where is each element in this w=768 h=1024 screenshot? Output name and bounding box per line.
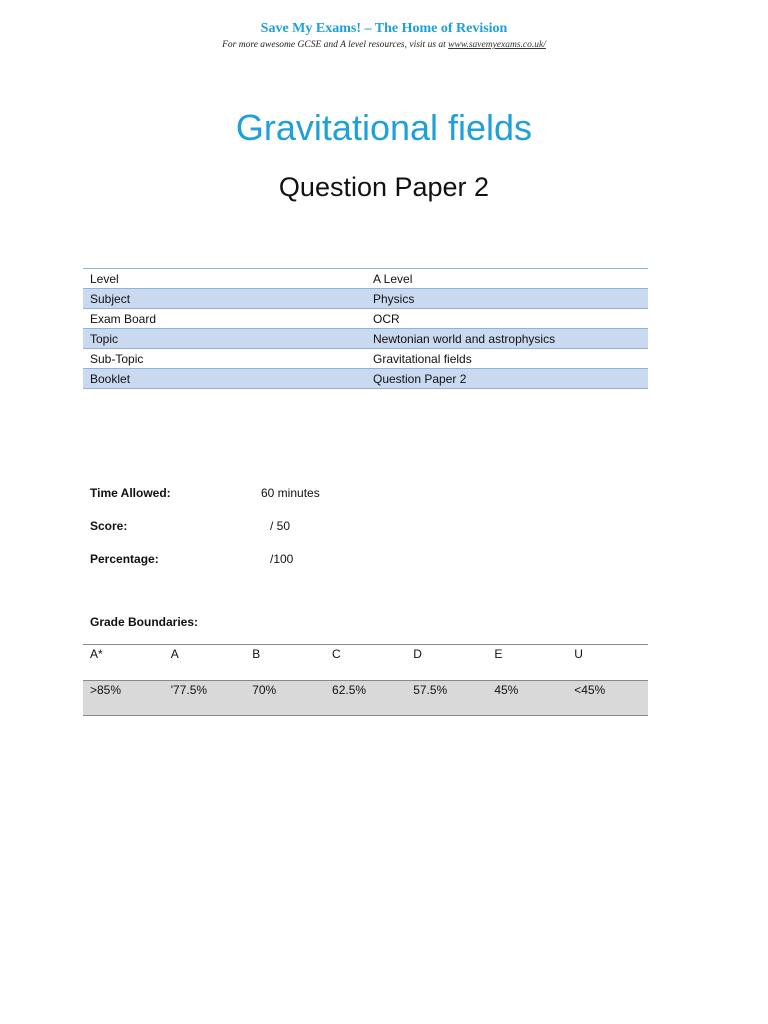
- page-title: Gravitational fields: [235, 107, 533, 148]
- header-title: Save My Exams! – The Home of Revision: [260, 21, 508, 36]
- info-value: A Level: [366, 269, 648, 289]
- header-url-link[interactable]: www.savemyexams.co.uk/: [448, 40, 546, 50]
- grade-cell: U: [567, 645, 648, 681]
- grade-boundaries-title: Grade Boundaries:: [90, 615, 199, 629]
- info-value: Physics: [366, 289, 648, 309]
- time-allowed-value: 60 minutes: [261, 486, 320, 500]
- info-row-level: [83, 269, 648, 289]
- time-allowed-label: Time Allowed:: [90, 486, 171, 500]
- grade-value-cell: '77.5%: [164, 681, 245, 716]
- info-label: Level: [83, 269, 366, 289]
- grade-values-row: [83, 681, 648, 716]
- grade-value-cell: 70%: [245, 681, 325, 716]
- info-label: Topic: [83, 329, 366, 349]
- header-subtitle: [0, 39, 768, 51]
- info-row-topic: [83, 329, 648, 349]
- info-table: [83, 268, 648, 389]
- info-value: Newtonian world and astrophysics: [366, 329, 648, 349]
- grade-cell: D: [406, 645, 487, 681]
- grade-value-cell: 62.5%: [325, 681, 406, 716]
- info-row-exam-board: [83, 309, 648, 329]
- info-label: Exam Board: [83, 309, 366, 329]
- grade-header-row: [83, 645, 648, 681]
- score-label: Score:: [90, 519, 128, 533]
- grade-value-cell: 45%: [487, 681, 567, 716]
- percentage-label: Percentage:: [90, 552, 159, 566]
- header-subtitle-text: For more awesome GCSE and A level resources, visit us at: [222, 40, 446, 50]
- score-value: / 50: [270, 519, 291, 533]
- grade-cell: C: [325, 645, 406, 681]
- info-label: Sub-Topic: [83, 349, 366, 369]
- page-subtitle: Question Paper 2: [278, 172, 490, 202]
- percentage-value: /100: [270, 552, 294, 566]
- grade-cell: E: [487, 645, 567, 681]
- grade-cell: A: [164, 645, 245, 681]
- info-value: Gravitational fields: [366, 349, 648, 369]
- info-row-subject: [83, 289, 648, 309]
- grade-value-cell: >85%: [83, 681, 164, 716]
- info-value: Question Paper 2: [366, 369, 648, 389]
- grade-value-cell: <45%: [567, 681, 648, 716]
- info-value: OCR: [366, 309, 648, 329]
- info-label: Subject: [83, 289, 366, 309]
- info-row-booklet: [83, 369, 648, 389]
- grade-value-cell: 57.5%: [406, 681, 487, 716]
- page-header: [0, 20, 768, 51]
- info-label: Booklet: [83, 369, 366, 389]
- grade-boundaries-table: [83, 644, 648, 716]
- grade-cell: A*: [83, 645, 164, 681]
- info-row-sub-topic: [83, 349, 648, 369]
- grade-cell: B: [245, 645, 325, 681]
